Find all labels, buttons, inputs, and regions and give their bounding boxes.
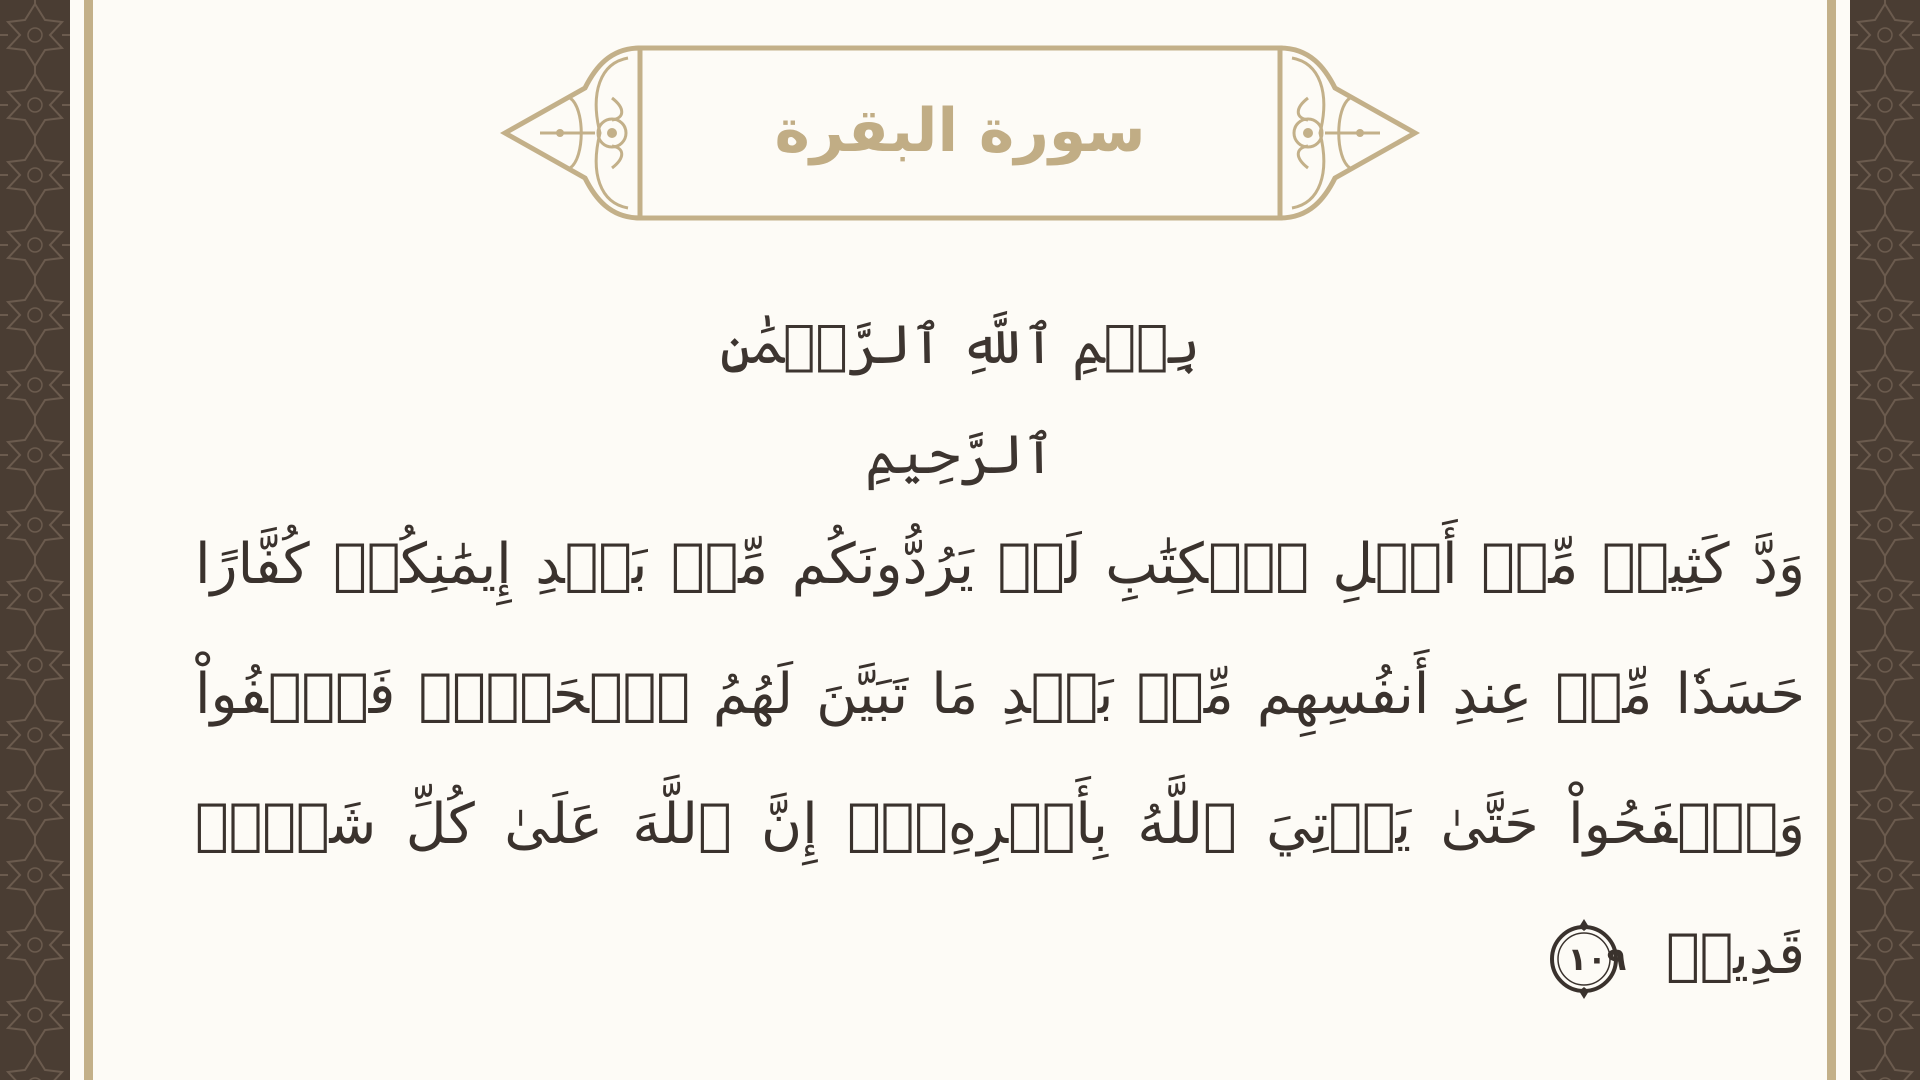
right-gold-rule	[1827, 0, 1836, 1080]
basmala-calligraphy: بِسۡمِ ٱللَّهِ ٱلرَّحۡمَٰنِ ٱلرَّحِيمِ	[719, 313, 1201, 486]
verse-text: وَدَّ كَثِيرٞ مِّنۡ أَهۡلِ ٱلۡكِتَٰبِ لَوۡ يَرُدُّونَكُم مِّنۢ بَعۡدِ إِيمَٰنِكُمۡ كُفَّارًا حَسَدٗا مِّنۡ عِندِ أَنفُسِهِم مِّنۢ بَعۡدِ مَا تَبَيَّنَ لَهُمُ ٱلۡحَقُّۖ فَٱعۡفُواْ وَٱصۡفَحُواْ حَتَّىٰ يَأۡتِيَ ٱللَّهُ بِأَمۡرِهِۦٓۗ إِنَّ ٱللَّهَ عَلَىٰ كُلِّ شَيۡءٖ قَدِيرٞ	[195, 532, 1806, 987]
left-ornamental-border	[0, 0, 70, 1080]
verse-text-block	[195, 500, 1805, 1020]
verse-number: ١٠٩	[1567, 939, 1627, 978]
right-ornamental-border	[1850, 0, 1920, 1080]
left-gold-rule	[84, 0, 93, 1080]
verse-number-marker	[1542, 917, 1626, 1001]
surah-title: سورة البقرة	[774, 96, 1146, 166]
surah-title-banner	[500, 38, 1420, 228]
